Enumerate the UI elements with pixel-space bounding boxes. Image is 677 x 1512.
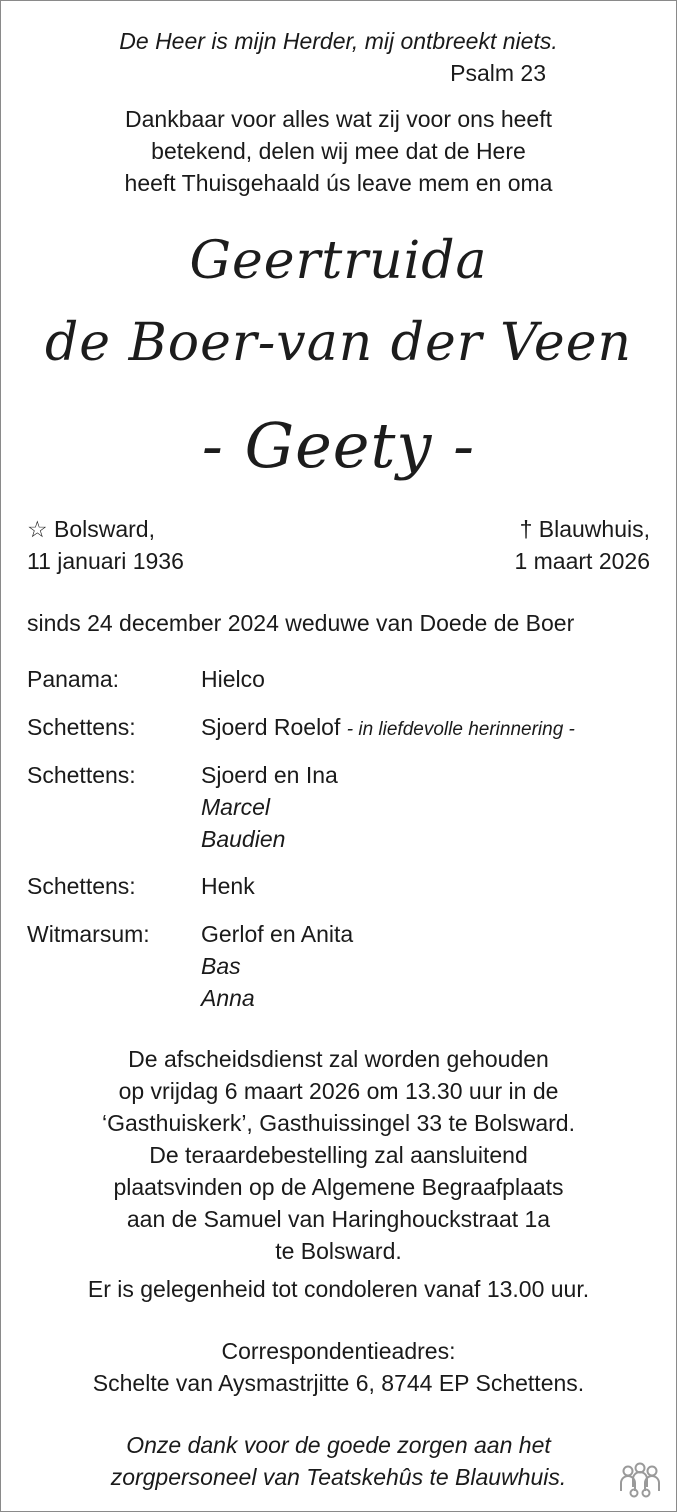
widow-line: sinds 24 december 2024 weduwe van Doede de Boer [27, 610, 575, 636]
service-details [1, 1043, 676, 1267]
thanks-line: zorgpersoneel van Teatskehûs te Blauwhuis. [110, 1464, 567, 1490]
death-date: 1 maart 2026 [514, 548, 650, 574]
service-line: ‘Gasthuiskerk’, Gasthuissingel 33 te Bolsward. [102, 1110, 575, 1136]
family-name: Sjoerd Roelof [201, 714, 341, 740]
birth-date: 11 januari 1936 [27, 548, 184, 574]
people-group-icon [618, 1461, 662, 1501]
service-line: De afscheidsdienst zal worden gehouden [128, 1046, 549, 1072]
thanks-line: Onze dank voor de goede zorgen aan het [126, 1432, 551, 1458]
correspondence-label: Correspondentieadres: [221, 1338, 456, 1364]
intro-line: betekend, delen wij mee dat de Here [151, 138, 526, 164]
condolence-info: Er is gelegenheid tot condoleren vanaf 13.00 uur. [87, 1276, 590, 1302]
intro-line: Dankbaar voor alles wat zij voor ons heeft [125, 106, 552, 132]
psalm-reference: Psalm 23 [450, 60, 546, 86]
intro-text [1, 103, 676, 199]
grandchild-name: Bas [201, 953, 241, 979]
deceased-full-name: de Boer-van der Veen [45, 313, 632, 373]
birth-place: ☆ Bolsward, [27, 516, 155, 542]
family-names [201, 918, 353, 1014]
service-line: te Bolsward. [275, 1238, 402, 1264]
service-line: aan de Samuel van Haringhouckstraat 1a [126, 1206, 551, 1232]
death-place: † Blauwhuis, [519, 516, 650, 542]
family-names [201, 759, 338, 855]
correspondence-address-line: Schelte van Aysmastrjitte 6, 8744 EP Schettens. [92, 1370, 585, 1396]
psalm-quote: De Heer is mijn Herder, mij ontbreekt niets. [119, 28, 558, 54]
deceased-first-name: Geertruida [189, 231, 488, 291]
intro-line: heeft Thuisgehaald ús leave mem en oma [124, 170, 553, 196]
family-name: Henk [201, 873, 255, 899]
family-names [201, 663, 265, 695]
deceased-nickname: - Geety - [201, 409, 476, 482]
service-line: De teraardebestelling zal aansluitend [149, 1142, 528, 1168]
grandchild-name: Baudien [201, 826, 286, 852]
family-name: Sjoerd en Ina [201, 762, 338, 788]
family-place: Witmarsum: [27, 921, 150, 947]
family-names [201, 711, 575, 743]
family-place: Schettens: [27, 762, 136, 788]
correspondence-address [1, 1335, 676, 1399]
family-name: Gerlof en Anita [201, 921, 354, 947]
family-place: Panama: [27, 666, 120, 692]
thanks-text [1, 1429, 676, 1493]
service-line: plaatsvinden op de Algemene Begraafplaats [113, 1174, 564, 1200]
family-names [201, 870, 255, 902]
family-name: Hielco [201, 666, 265, 692]
family-place: Schettens: [27, 714, 136, 740]
grandchild-name: Marcel [201, 794, 271, 820]
family-place: Schettens: [27, 873, 136, 899]
service-line: op vrijdag 6 maart 2026 om 13.30 uur in de [118, 1078, 559, 1104]
memory-note: - in liefdevolle herinnering - [346, 719, 575, 740]
grandchild-name: Anna [201, 985, 255, 1011]
